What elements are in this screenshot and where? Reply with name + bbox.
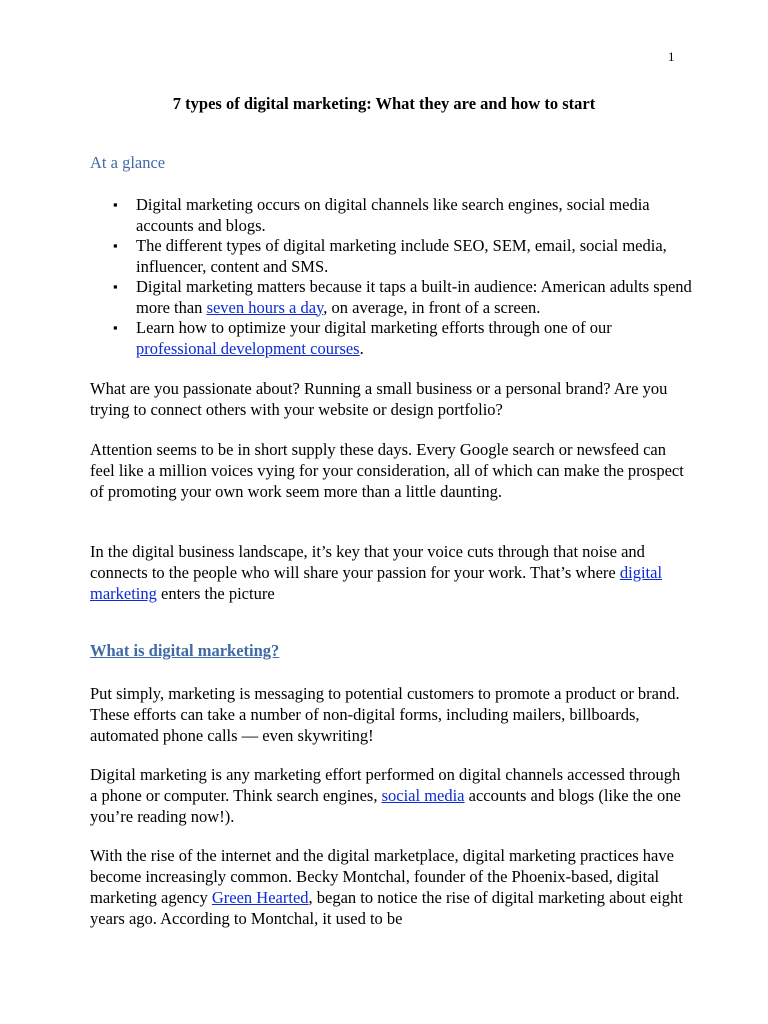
bullet-marker-icon: ▪ (113, 197, 118, 212)
paragraph-text-before: In the digital business landscape, it’s key that your voice cuts through that noise and connects to the people who will share your passion for your work. That’s where (90, 542, 645, 582)
paragraph-text-before: With the rise of the internet and the digital marketplace, digital marketing practices have become increasingly common. Becky Montchal, founder of the Phoenix-based, digital marketing agency (90, 846, 674, 907)
social-media-link[interactable]: social media (381, 786, 465, 805)
bullet-text-after: , on average, in front of a screen. (323, 297, 541, 317)
paragraph-text-after: enters the picture (156, 584, 275, 603)
bullet-text: The different types of digital marketing include SEO, SEM, email, social media, influencer, content and SMS. (136, 236, 667, 276)
bullet-text-before: Digital marketing matters because it taps a built-in audience: American adults spend more than (136, 277, 692, 317)
what-is-digital-marketing-heading[interactable]: What is digital marketing? (90, 641, 280, 660)
at-a-glance-list (0, 195, 768, 359)
bullet-marker-icon: ▪ (113, 279, 118, 294)
digital-marketing-link[interactable]: digital marketing (90, 563, 663, 603)
bullet-text (136, 318, 696, 359)
bullet-marker-icon: ▪ (113, 238, 118, 253)
intro-paragraph (90, 541, 690, 604)
paragraph-text-after: , began to notice the rise of digital marketing about eight years ago. According to Montchal, it used to be (90, 888, 683, 928)
bullet-item (0, 195, 768, 236)
document-title: 7 types of digital marketing: What they are and how to start (172, 94, 596, 113)
paragraph-text-before: Digital marketing is any marketing effort performed on digital channels accessed through a phone or computer. Think search engines, (90, 765, 681, 805)
at-a-glance-heading: At a glance (90, 153, 166, 172)
bullet-text: Digital marketing occurs on digital channels like search engines, social media accounts and blogs. (136, 195, 650, 235)
bullet-item (0, 277, 768, 318)
body-paragraph (90, 845, 690, 929)
intro-paragraph: Attention seems to be in short supply these days. Every Google search or newsfeed can feel like a million voices vying for your consideration, all of which can make the prospect of promoting your own work seem more than a little daunting. (90, 440, 684, 501)
professional-development-courses-link[interactable]: professional development courses (136, 338, 360, 358)
bullet-text-before: Learn how to optimize your digital marketing efforts through one of our (136, 318, 612, 337)
bullet-marker-icon: ▪ (113, 320, 118, 335)
bullet-item (0, 236, 768, 277)
green-hearted-link[interactable]: Green Hearted (211, 888, 309, 907)
bullet-item (0, 318, 768, 359)
intro-paragraph: What are you passionate about? Running a small business or a personal brand? Are you trying to connect others with your website or design portfolio? (90, 379, 668, 419)
bullet-text-after: . (359, 338, 364, 358)
bullet-text (136, 277, 696, 318)
paragraph-text-after: accounts and blogs (like the one you’re reading now!). (90, 786, 681, 826)
body-paragraph: Put simply, marketing is messaging to potential customers to promote a product or brand. These efforts can take a number of non-digital forms, including mailers, billboards, automated phone calls — even skywriting! (90, 684, 680, 745)
page-number: 1 (668, 49, 675, 64)
body-paragraph (90, 764, 690, 827)
seven-hours-a-day-link[interactable]: seven hours a day (206, 297, 324, 317)
